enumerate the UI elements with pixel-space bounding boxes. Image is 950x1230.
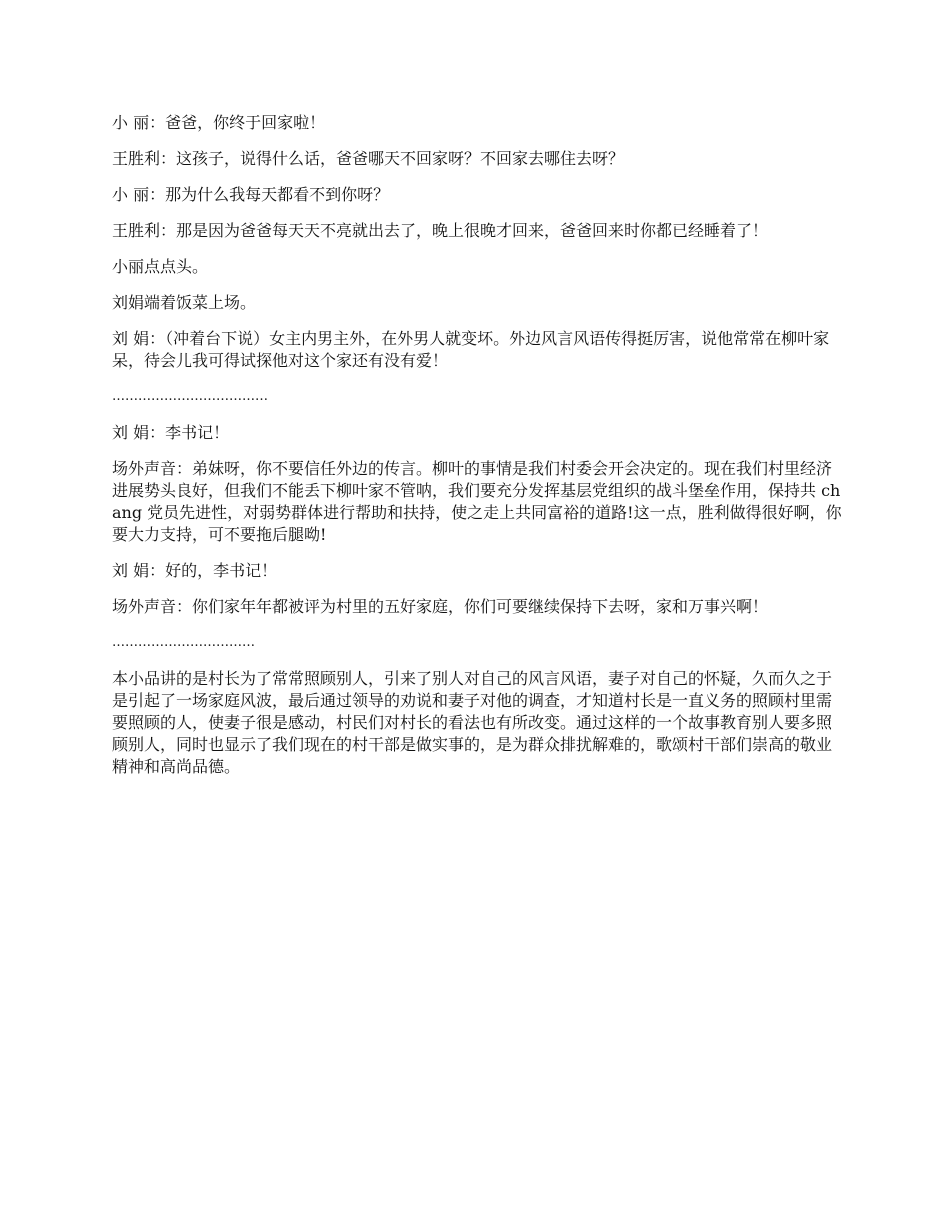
dialogue-line: 王胜利：那是因为爸爸每天天不亮就出去了，晚上很晚才回来，爸爸回来时你都已经睡着了！ bbox=[112, 221, 769, 240]
ellipsis-divider: ……………………………… bbox=[112, 389, 268, 404]
dialogue-line: 小 丽：那为什么我每天都看不到你呀？ bbox=[112, 185, 390, 204]
dialogue-line: 刘 娟：（冲着台下说）女主内男主外，在外男人就变坏。外边风言风语传得挺厉害，说他常常在柳叶家呆，待会儿我可得试探他对这个家还有没有爱！ bbox=[112, 329, 830, 370]
stage-direction: 小丽点点头。 bbox=[112, 257, 209, 276]
summary-paragraph: 本小品讲的是村长为了常常照顾别人，引来了别人对自己的风言风语，妻子对自己的怀疑，久而久之于是引起了一场家庭风波，最后通过领导的劝说和妻子对他的调查，才知道村长是一直义务的照顾村里需要照顾的人，使妻子很是感动，村民们对村长的看法也有所改变。通过这样的一个故事教育别人要多照顾别人，同时也显示了我们现在的村干部是做实事的，是为群众排扰解难的，歌颂村干部们崇高的敬业精神和高尚品德。 bbox=[112, 669, 833, 776]
dialogue-line: 王胜利：这孩子，说得什么话，爸爸哪天不回家呀？不回家去哪住去呀？ bbox=[112, 149, 625, 168]
dialogue-line: 刘 娟：好的，李书记！ bbox=[112, 561, 278, 580]
dialogue-line: 场外声音：你们家年年都被评为村里的五好家庭，你们可要继续保持下去呀，家和万事兴啊！ bbox=[112, 597, 769, 616]
dialogue-line: 刘 娟：李书记！ bbox=[112, 423, 230, 442]
document-body bbox=[112, 112, 842, 792]
stage-direction: 刘娟端着饭菜上场。 bbox=[112, 293, 257, 312]
dialogue-line: 场外声音：弟妹呀，你不要信任外边的传言。柳叶的事情是我们村委会开会决定的。现在我们村里经济进展势头良好，但我们不能丢下柳叶家不管呐，我们要充分发挥基层党组织的战斗堡垒作用，保持共 chang 党员先进性，对弱势群体进行帮助和扶持，使之走上共同富裕的道路!这一点，胜利做得很好啊，你要大力支持，可不要拖后腿呦! bbox=[112, 459, 842, 544]
dialogue-line: 小 丽：爸爸，你终于回家啦！ bbox=[112, 113, 326, 132]
ellipsis-divider: …………………………… bbox=[112, 635, 255, 650]
